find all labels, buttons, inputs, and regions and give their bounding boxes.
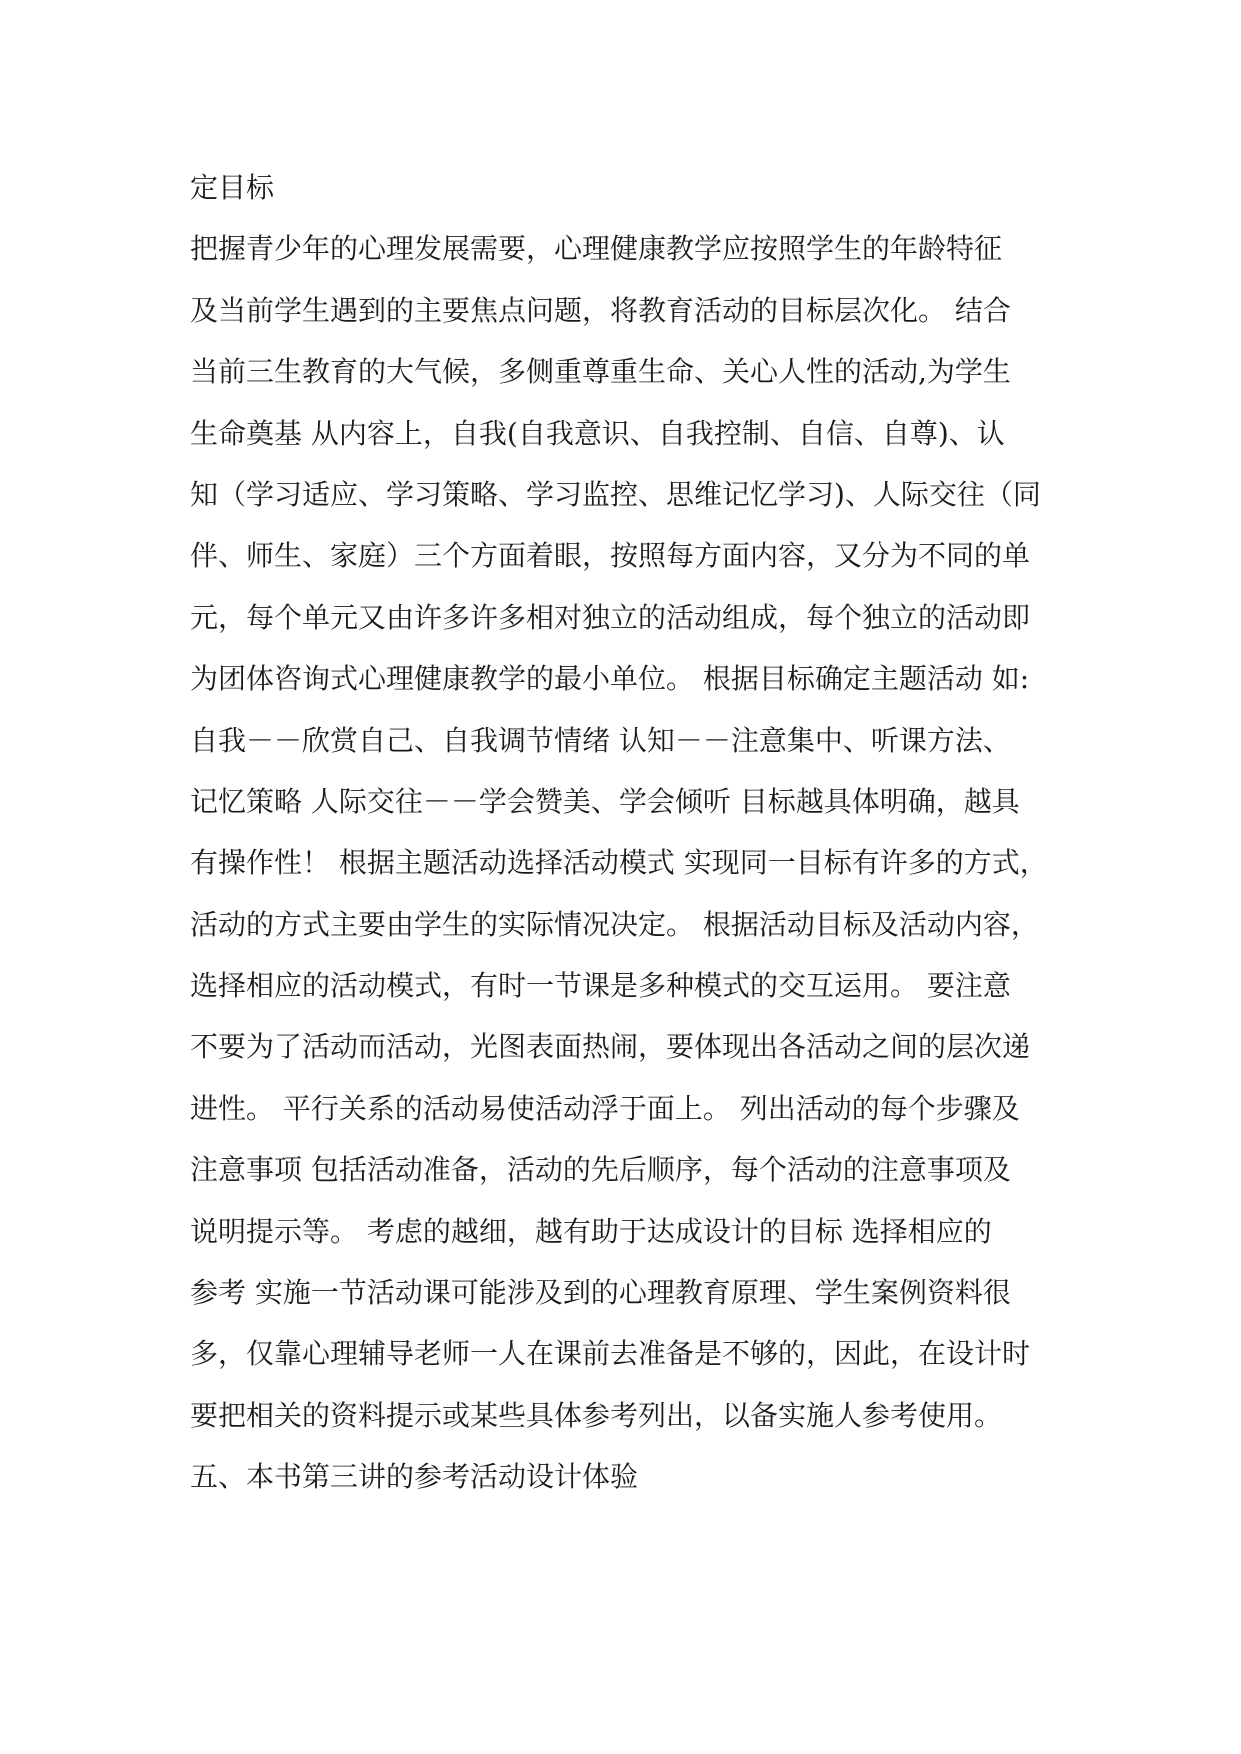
text-line — [190, 1078, 1070, 1139]
text-line-content: 伴、师生、家庭）三个方面着眼，按照每方面内容，又分为不同的单 — [190, 539, 1031, 573]
text-line — [190, 1016, 1070, 1077]
text-line-content: 记忆策略 人际交往－－学会赞美、学会倾听 目标越具体明确，越具 — [190, 784, 1020, 818]
text-line-content: 定目标 — [190, 171, 275, 204]
text-line — [190, 648, 1070, 709]
text-line — [190, 218, 1070, 279]
text-line-content: 多，仅靠心理辅导老师一人在课前去准备是不够的，因此，在设计时 — [190, 1337, 1031, 1371]
text-line-content: 及当前学生遇到的主要焦点问题，将教育活动的目标层次化。 结合 — [190, 293, 1011, 327]
text-line-content: 说明提示等。 考虑的越细，越有助于达成设计的目标 选择相应的 — [190, 1214, 992, 1248]
text-line-content: 不要为了活动而活动，光图表面热闹，要体现出各活动之间的层次递 — [190, 1030, 1031, 1064]
text-line-content: 生命奠基 从内容上，自我(自我意识、自我控制、自信、自尊)、认 — [190, 416, 1005, 450]
text-line — [190, 587, 1070, 648]
body-text — [190, 157, 1070, 1508]
text-line-content: 元，每个单元又由许多许多相对独立的活动组成，每个独立的活动即 — [190, 600, 1031, 634]
text-line — [190, 1262, 1070, 1323]
text-line — [190, 341, 1070, 402]
text-line-content: 选择相应的活动模式，有时一节课是多种模式的交互运用。 要注意 — [190, 969, 1011, 1003]
text-line — [190, 710, 1070, 771]
text-line — [190, 157, 1070, 218]
text-line-content: 有操作性！ 根据主题活动选择活动模式 实现同一目标有许多的方式， — [190, 846, 1048, 880]
text-line-content: 进性。 平行关系的活动易使活动浮于面上。 列出活动的每个步骤及 — [190, 1091, 1020, 1125]
text-line-content: 注意事项 包括活动准备，活动的先后顺序，每个活动的注意事项及 — [190, 1153, 1011, 1187]
text-line-content: 知（学习适应、学习策略、学习监控、思维记忆学习)、人际交往（同 — [190, 477, 1041, 511]
section-heading-text: 五、本书第三讲的参考活动设计体验 — [190, 1460, 639, 1494]
text-line — [190, 403, 1070, 464]
text-line-content: 当前三生教育的大气候，多侧重尊重生命、关心人性的活动,为学生 — [190, 355, 1011, 389]
text-line — [190, 525, 1070, 586]
text-line-content: 为团体咨询式心理健康教学的最小单位。 根据目标确定主题活动 如: — [190, 662, 1030, 696]
text-line — [190, 1201, 1070, 1262]
text-line — [190, 1323, 1070, 1384]
text-line-content: 活动的方式主要由学生的实际情况决定。 根据活动目标及活动内容， — [190, 907, 1039, 941]
text-line-content: 把握青少年的心理发展需要，心理健康教学应按照学生的年龄特征 — [190, 232, 1003, 266]
text-line — [190, 1139, 1070, 1200]
text-line-content: 参考 实施一节活动课可能涉及到的心理教育原理、学生案例资料很 — [190, 1276, 1011, 1310]
text-line — [190, 894, 1070, 955]
section-heading — [190, 1446, 1070, 1507]
text-line — [190, 464, 1070, 525]
text-line-content: 自我－－欣赏自己、自我调节情绪 认知－－注意集中、听课方法、 — [190, 723, 1011, 757]
text-line — [190, 832, 1070, 893]
text-line — [190, 280, 1070, 341]
text-line — [190, 1385, 1070, 1446]
text-line — [190, 771, 1070, 832]
text-line-content: 要把相关的资料提示或某些具体参考列出，以备实施人参考使用。 — [190, 1398, 1003, 1432]
text-line — [190, 955, 1070, 1016]
